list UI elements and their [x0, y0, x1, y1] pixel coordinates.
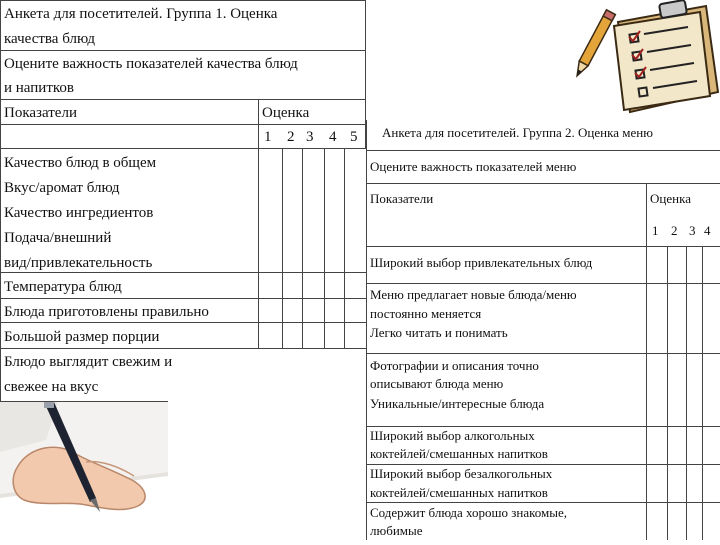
- survey2-row-cont: коктейлей/смешанных напитков: [370, 446, 548, 461]
- survey1-row-cont: вид/привлекательность: [4, 255, 153, 271]
- survey1-col-indicators: Показатели: [4, 105, 77, 121]
- survey1-col-rating: Оценка: [262, 105, 310, 121]
- survey2-row: Широкий выбор алкогольных: [370, 428, 535, 443]
- survey1-scale-2: 2: [287, 129, 295, 145]
- survey1-row: Температура блюд: [4, 279, 122, 295]
- survey1-row: Блюдо выглядит свежим и: [4, 354, 173, 370]
- survey1-scale-4: 4: [329, 129, 337, 145]
- survey2-row: Широкий выбор привлекательных блюд: [370, 255, 593, 270]
- survey2-instruction: Оцените важность показателей меню: [370, 159, 577, 174]
- survey2-row-cont: описывают блюда меню: [370, 376, 504, 391]
- survey2-scale-3: 3: [689, 223, 696, 238]
- survey1-instruction: Оцените важность показателей качества блюд: [4, 56, 298, 72]
- survey1-row-cont: свежее на вкус: [4, 379, 99, 395]
- survey1-row: Вкус/аромат блюд: [4, 180, 120, 196]
- survey2-title: Анкета для посетителей. Группа 2. Оценка меню: [382, 125, 653, 140]
- survey2-row: Уникальные/интересные блюда: [370, 396, 545, 411]
- survey2-col-indicators: Показатели: [370, 191, 434, 206]
- survey2-row: Широкий выбор безалкогольных: [370, 466, 553, 481]
- survey2-row: Содержит блюда хорошо знакомые,: [370, 505, 568, 520]
- survey2-row: Фотографии и описания точно: [370, 358, 539, 373]
- survey2-row: Меню предлагает новые блюда/меню: [370, 287, 577, 302]
- survey1-row: Большой размер порции: [4, 329, 160, 345]
- survey1-scale-1: 1: [264, 129, 272, 145]
- survey2-row-cont: коктейлей/смешанных напитков: [370, 485, 548, 500]
- survey1-row: Блюда приготовлены правильно: [4, 304, 209, 320]
- survey2-row: Легко читать и понимать: [370, 325, 508, 340]
- survey2-scale-2: 2: [671, 223, 678, 238]
- survey1-row: Подача/внешний: [4, 230, 112, 246]
- survey2-row-cont: постоянно меняется: [370, 306, 482, 321]
- survey1-title-cont: качества блюд: [4, 31, 96, 47]
- pencil-icon: [570, 4, 618, 84]
- survey2-scale-4: 4: [704, 223, 711, 238]
- hand-writing-icon: [0, 402, 168, 540]
- survey1-instruction-cont: и напитков: [4, 80, 74, 96]
- survey2-row-cont: любимые: [370, 523, 423, 538]
- survey2-col-rating: Оценка: [650, 191, 691, 206]
- survey1-scale-3: 3: [306, 129, 314, 145]
- survey1-scale-5: 5: [350, 129, 358, 145]
- survey2-scale-1: 1: [652, 223, 659, 238]
- survey1-row: Качество блюд в общем: [4, 155, 157, 171]
- survey1-title: Анкета для посетителей. Группа 1. Оценка: [4, 6, 278, 22]
- survey1-row: Качество ингредиентов: [4, 205, 154, 221]
